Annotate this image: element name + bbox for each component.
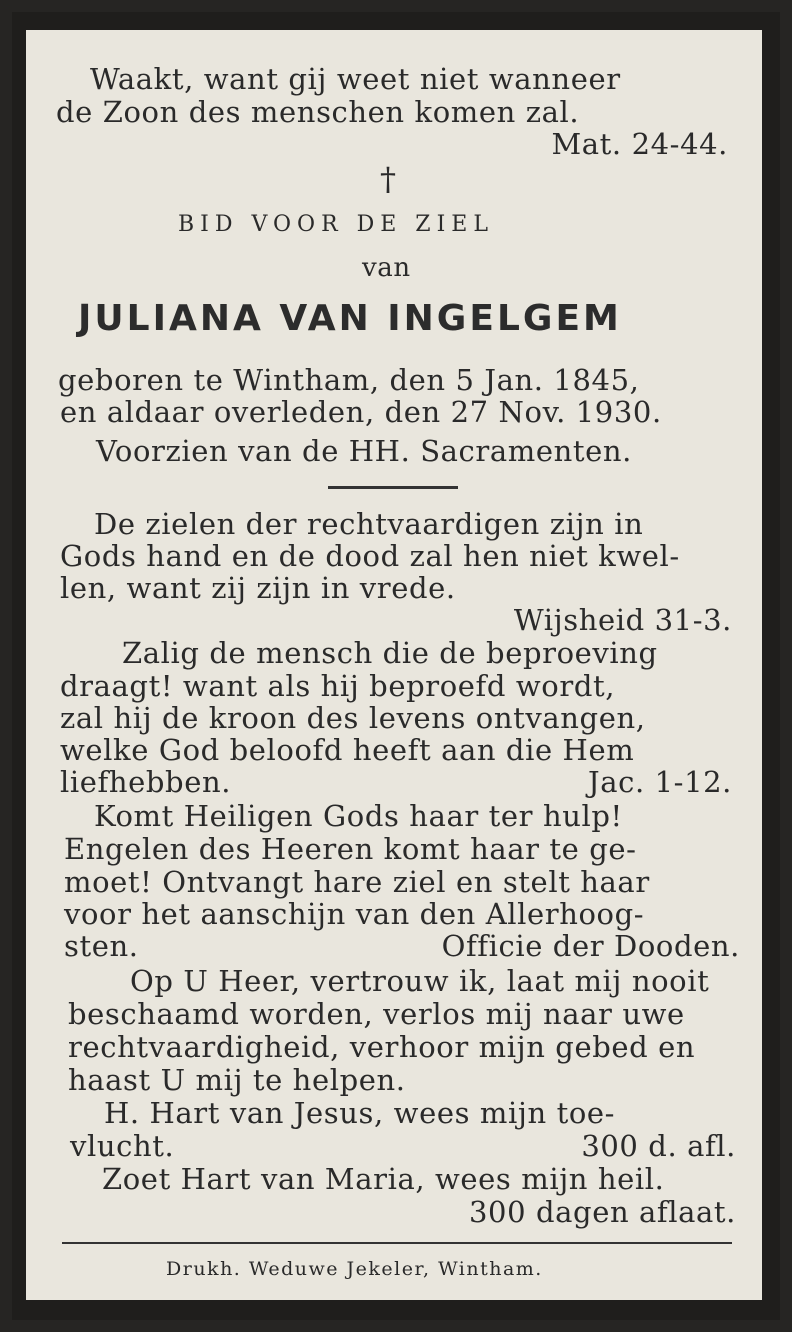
epigraph-reference: Mat. 24-44. [551,127,728,161]
epigraph-line-2: de Zoon des menschen komen zal. [56,95,580,129]
verse-5-reference: 300 d. afl. [581,1129,736,1163]
verse-5-line-2: vlucht. [70,1129,175,1163]
sacraments-line: Voorzien van de HH. Sacramenten. [96,434,633,468]
verse-4-line-2: beschaamd worden, verlos mij naar uwe [68,997,685,1031]
deceased-name: JULIANA VAN INGELGEM [78,298,622,339]
verse-3-line-4: voor het aanschijn van den Allerhoog- [64,897,645,931]
verse-3-line-2: Engelen des Heeren komt haar te ge- [64,832,637,866]
verse-3-line-3: moet! Ontvangt hare ziel en stelt haar [64,865,650,899]
cross-icon: † [380,160,396,198]
verse-4-line-4: haast U mij te helpen. [68,1063,406,1097]
printer-imprint: Drukh. Weduwe Jekeler, Wintham. [166,1258,543,1280]
memorial-card [26,30,762,1300]
verse-2-reference: Jac. 1-12. [588,765,732,799]
death-line: en aldaar overleden, den 27 Nov. 1930. [60,395,662,429]
verse-2-line-4: welke God beloofd heeft aan die Hem [60,733,635,767]
verse-6-line-2: 300 dagen aflaat. [469,1195,736,1229]
van-label: van [362,253,411,283]
verse-5-line-1: H. Hart van Jesus, wees mijn toe- [104,1096,616,1130]
verse-1-line-3: len, want zij zijn in vrede. [60,571,456,605]
verse-3-reference: Officie der Dooden. [441,929,740,963]
verse-3-line-1: Komt Heiligen Gods haar ter hulp! [94,799,623,833]
verse-4-line-1: Op U Heer, vertrouw ik, laat mij nooit [130,964,710,998]
verse-1-line-1: De zielen der rechtvaardigen zijn in [94,507,644,541]
divider [328,486,458,489]
epigraph-line-1: Waakt, want gij weet niet wanneer [90,62,621,96]
verse-4-line-3: rechtvaardigheid, verhoor mijn gebed en [68,1030,696,1064]
verse-2-line-5: liefhebben. [60,765,232,799]
verse-3-line-5: sten. [64,929,139,963]
verse-2-line-2: draagt! want als hij beproefd wordt, [60,669,616,703]
card-heading: BID VOOR DE ZIEL [178,212,494,237]
verse-2-line-1: Zalig de mensch die de beproeving [122,636,658,670]
verse-1-line-2: Gods hand en de dood zal hen niet kwel- [60,539,680,573]
verse-2-line-3: zal hij de kroon des levens ontvangen, [60,701,646,735]
verse-1-reference: Wijsheid 31-3. [513,603,732,637]
birth-line: geboren te Wintham, den 5 Jan. 1845, [58,363,640,397]
footer-rule [62,1242,732,1244]
verse-6-line-1: Zoet Hart van Maria, wees mijn heil. [102,1162,665,1196]
